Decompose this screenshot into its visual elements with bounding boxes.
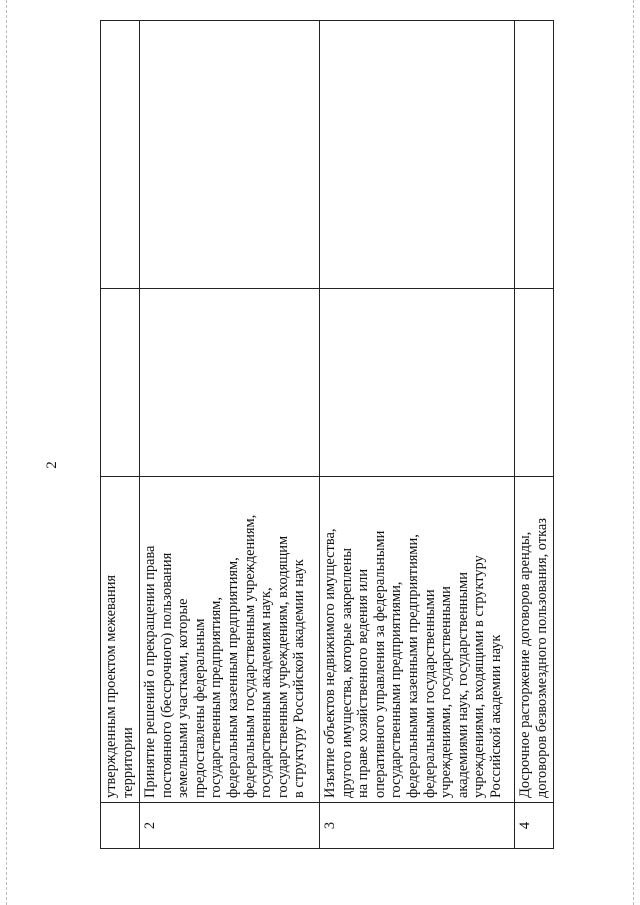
empty-cell — [515, 21, 554, 289]
table-row — [101, 21, 140, 849]
row-number-cell: 3 — [320, 803, 515, 849]
table-row — [320, 21, 515, 849]
scan-edge-line-bottom — [633, 0, 634, 905]
empty-cell — [101, 289, 140, 477]
row-text-cell: Досрочное расторжение договоров аренды, договоров безвозмездного пользования, отказ — [515, 477, 554, 803]
row-text-cell: Изъятие объектов недвижимого имущества, другого имущества, которые закреплены на праве хозяйственного ведения или оперативного управления за федеральными государственными предприятиями, федеральными казенными предприятиями, федеральными государственными учреждениями, государственными академиями наук, государственными учреждениями, входящими в структуру Российской академии наук — [320, 477, 515, 803]
row-text-cell: Принятие решений о прекращении права постоянного (бессрочного) пользования земельными участками, которые предоставлены федеральным государственным предприятиям, федеральным казенным предприятиям, федеральным государственным учреждениям, государственным академиям наук, государственным учреждениям, входящим в структуру Российской академии наук — [140, 477, 320, 803]
document-table — [100, 20, 554, 849]
empty-cell — [320, 21, 515, 289]
row-text-cell: утвержденным проектом межевания территории — [101, 477, 140, 803]
row-number-cell: 2 — [140, 803, 320, 849]
scan-edge-line-top — [6, 0, 7, 905]
table-row — [140, 21, 320, 849]
empty-cell — [101, 21, 140, 289]
row-number-cell — [101, 803, 140, 849]
table-row — [515, 21, 554, 849]
empty-cell — [320, 289, 515, 477]
empty-cell — [515, 289, 554, 477]
empty-cell — [140, 21, 320, 289]
page-number: 2 — [44, 461, 60, 469]
row-number-cell: 4 — [515, 803, 554, 849]
empty-cell — [140, 289, 320, 477]
